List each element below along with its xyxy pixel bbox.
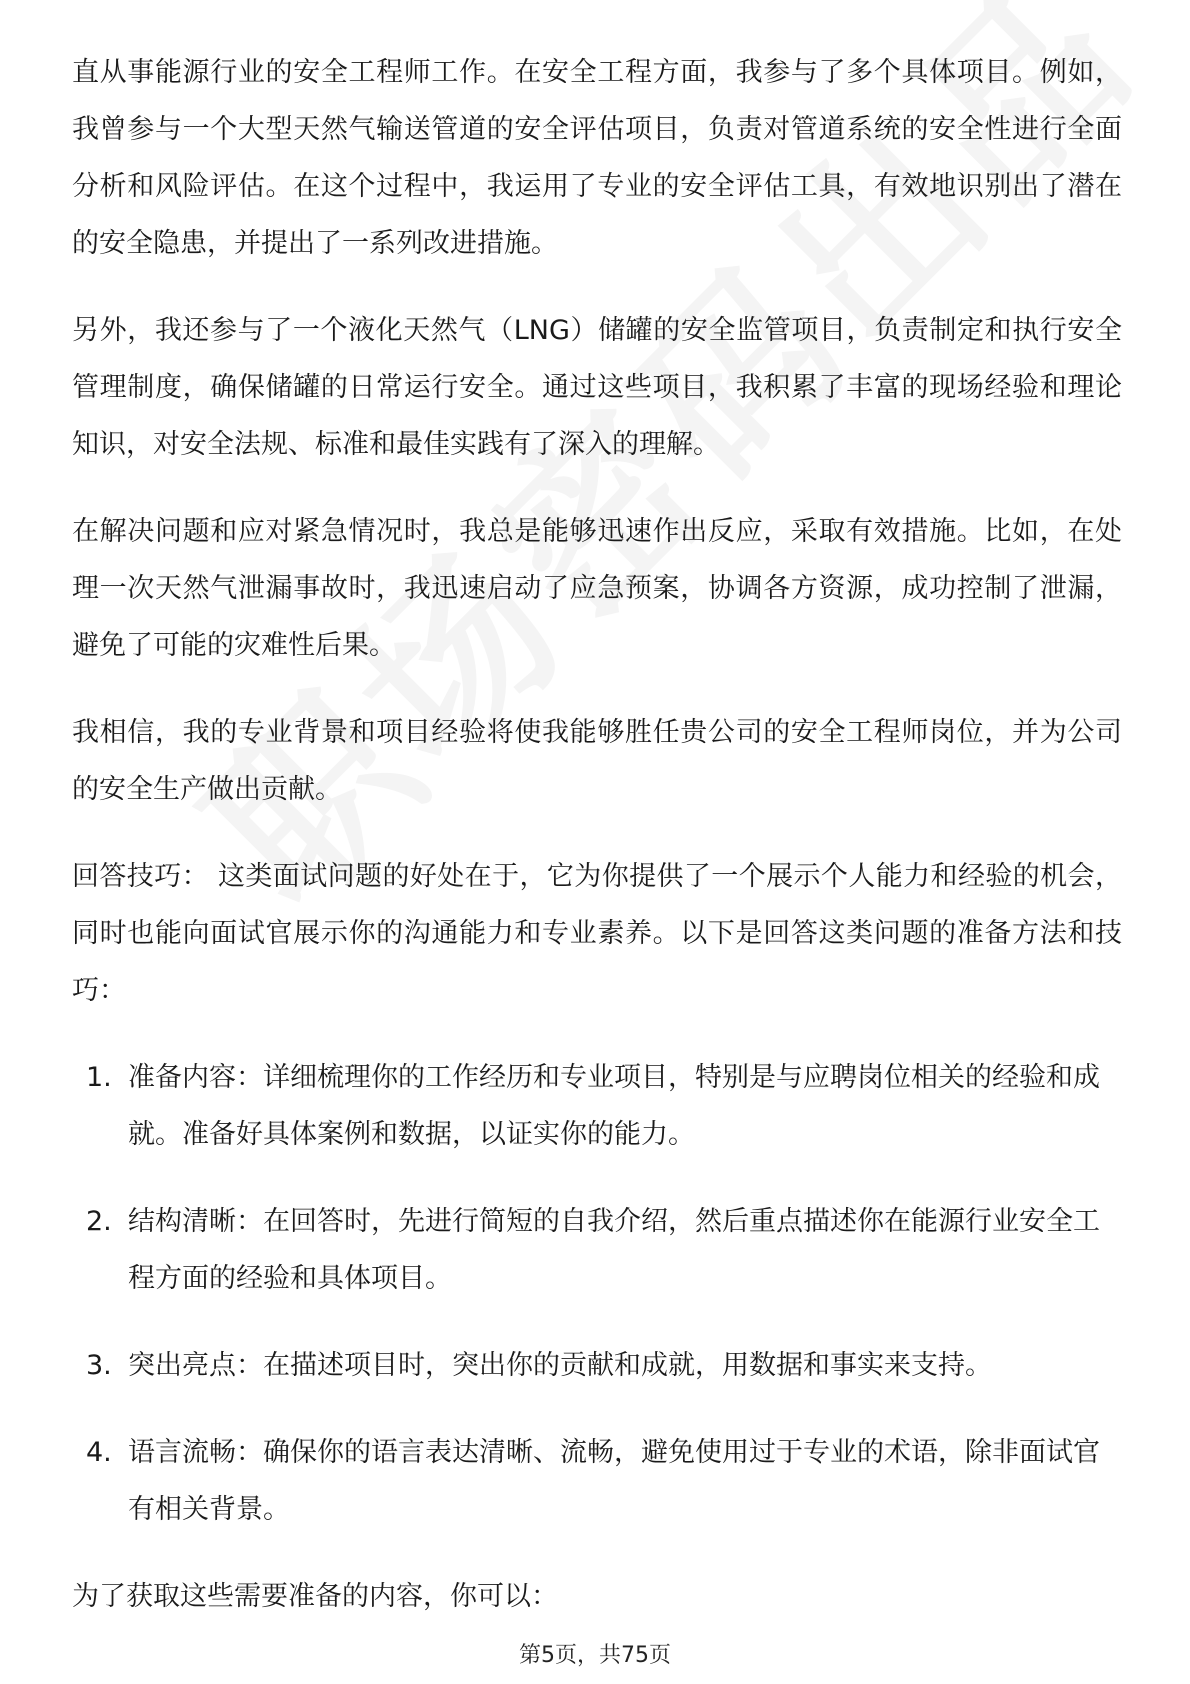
- list-item-text: 语言流畅：确保你的语言表达清晰、流畅，避免使用过于专业的术语，除非面试官有相关背景。: [128, 1437, 1100, 1525]
- list-item-text: 准备内容：详细梳理你的工作经历和专业项目，特别是与应聘岗位相关的经验和成就。准备好具体案例和数据，以证实你的能力。: [128, 1062, 1100, 1150]
- document-body: [72, 44, 1122, 1655]
- page-footer: 第5页，共75页: [519, 1643, 671, 1668]
- list-item: [72, 1424, 1122, 1538]
- list-item-number: 4.: [86, 1437, 112, 1468]
- list-item: [72, 1049, 1122, 1163]
- list-item-number: 1.: [86, 1062, 112, 1093]
- list-item-number: 3.: [86, 1350, 112, 1381]
- list-item-text: 结构清晰：在回答时，先进行简短的自我介绍，然后重点描述你在能源行业安全工程方面的经验和具体项目。: [128, 1206, 1100, 1294]
- list-item-number: 2.: [86, 1206, 112, 1237]
- paragraph-emergency-handling: 在解决问题和应对紧急情况时，我总是能够迅速作出反应，采取有效措施。比如，在处理一次天然气泄漏事故时，我迅速启动了应急预案，协调各方资源，成功控制了泄漏，避免了可能的灾难性后果。: [72, 516, 1122, 661]
- tips-list: [72, 1049, 1122, 1538]
- list-item-text: 突出亮点：在描述项目时，突出你的贡献和成就，用数据和事实来支持。: [128, 1350, 992, 1381]
- paragraph-conclusion: 我相信，我的专业背景和项目经验将使我能够胜任贵公司的安全工程师岗位，并为公司的安全生产做出贡献。: [72, 717, 1122, 805]
- paragraph-project-experience: 直从事能源行业的安全工程师工作。在安全工程方面，我参与了多个具体项目。例如，我曾参与一个大型天然气输送管道的安全评估项目，负责对管道系统的安全性进行全面分析和风险评估。在这个过程中，我运用了专业的安全评估工具，有效地识别出了潜在的安全隐患，并提出了一系列改进措施。: [72, 57, 1122, 259]
- list-item: [72, 1337, 1122, 1394]
- paragraph-answer-tips: 回答技巧： 这类面试问题的好处在于，它为你提供了一个展示个人能力和经验的机会，同时也能向面试官展示你的沟通能力和专业素养。以下是回答这类问题的准备方法和技巧：: [72, 861, 1122, 1006]
- paragraph-lng-project: 另外，我还参与了一个液化天然气（LNG）储罐的安全监管项目，负责制定和执行安全管理制度，确保储罐的日常运行安全。通过这些项目，我积累了丰富的现场经验和理论知识，对安全法规、标准和最佳实践有了深入的理解。: [72, 315, 1122, 460]
- paragraph-closing: 为了获取这些需要准备的内容，你可以：: [72, 1581, 558, 1612]
- list-item: [72, 1193, 1122, 1307]
